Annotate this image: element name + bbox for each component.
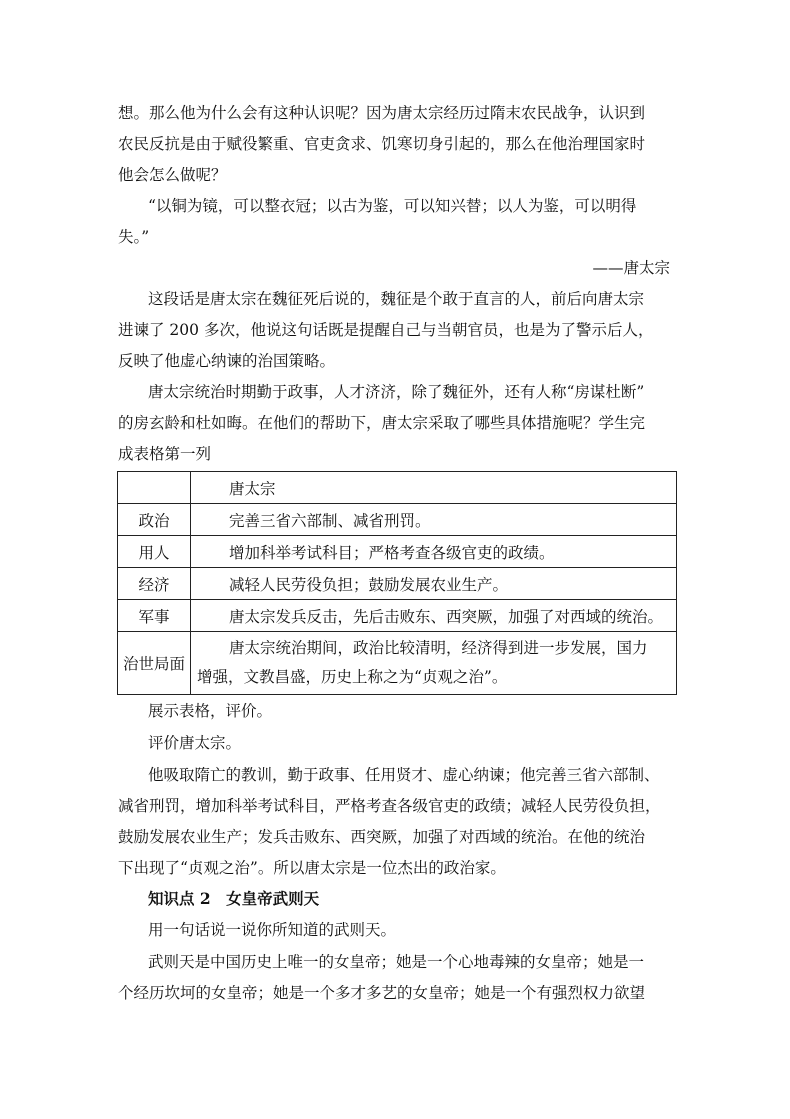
paragraph-line: 成表格第一列: [118, 445, 212, 463]
row-value-line: 唐太宗统治期间，政治比较清明，经济得到进一步发展，国力: [229, 639, 648, 657]
paragraph-line: 展示表格，评价。: [148, 702, 273, 720]
paragraph-line: 他吸取隋亡的教训，勤于政事、任用贤才、虚心纳谏；他完善三省六部制、: [148, 766, 660, 784]
paragraph-line: 唐太宗统治时期勤于政事，人才济济，除了魏征外，还有人称“房谋杜断”: [148, 383, 645, 401]
section-heading: 知识点 2 女皇帝武则天: [148, 889, 320, 908]
table-header-cell: 唐太宗: [191, 472, 677, 504]
row-value: 完善三省六部制、减省刑罚。: [191, 504, 677, 536]
table-row: [118, 632, 677, 695]
row-value-line: 增强，文教昌盛，历史上称之为“贞观之治”。: [197, 668, 508, 686]
paragraph-line: 这段话是唐太宗在魏征死后说的，魏征是个敢于直言的人，前后向唐太宗: [148, 290, 645, 308]
row-value: 唐太宗发兵反击，先后击败东、西突厥，加强了对西域的统治。: [191, 600, 677, 632]
measures-table: [117, 471, 677, 695]
row-label: 用人: [118, 536, 191, 568]
paragraph-line: 个经历坎坷的女皇帝；她是一个多才多艺的女皇帝；她是一个有强烈权力欲望: [118, 984, 646, 1002]
quote-line: 失。”: [118, 228, 150, 246]
paragraph-line: 的房玄龄和杜如晦。在他们的帮助下，唐太宗采取了哪些具体措施呢？学生完: [118, 414, 646, 432]
table-header-row: [118, 472, 677, 504]
paragraph-line: 评价唐太宗。: [148, 734, 242, 752]
table-row: [118, 568, 677, 600]
paragraph-line: 反映了他虚心纳谏的治国策略。: [118, 352, 336, 370]
paragraph-line: 用一句话说一说你所知道的武则天。: [148, 921, 397, 939]
paragraph-line: 农民反抗是由于赋役繁重、官吏贪求、饥寒切身引起的，那么在他治理国家时: [118, 135, 646, 153]
paragraph-line: 减省刑罚，增加科举考试科目，严格考查各级官吏的政绩；减轻人民劳役负担，: [118, 797, 661, 815]
table-row: [118, 600, 677, 632]
table-row: [118, 504, 677, 536]
quote-author: ——唐太宗: [592, 259, 670, 277]
row-label: 治世局面: [118, 632, 191, 695]
row-value: [191, 632, 677, 695]
row-value: 减轻人民劳役负担；鼓励发展农业生产。: [191, 568, 677, 600]
paragraph-line: 武则天是中国历史上唯一的女皇帝；她是一个心地毒辣的女皇帝；她是一: [148, 953, 645, 971]
row-label: 政治: [118, 504, 191, 536]
paragraph-line: 他会怎么做呢？: [118, 166, 227, 184]
paragraph-line: 进谏了 200 多次，他说这句话既是提醒自己与当朝官员，也是为了警示后人，: [118, 321, 654, 339]
row-value: 增加科举考试科目；严格考查各级官吏的政绩。: [191, 536, 677, 568]
row-label: 经济: [118, 568, 191, 600]
paragraph-line: 鼓励发展农业生产；发兵击败东、西突厥，加强了对西域的统治。在他的统治: [118, 828, 646, 846]
table-header-cell: [118, 472, 191, 504]
paragraph-line: 下出现了“贞观之治”。所以唐太宗是一位杰出的政治家。: [118, 859, 506, 877]
row-label: 军事: [118, 600, 191, 632]
paragraph-line: 想。那么他为什么会有这种认识呢？因为唐太宗经历过隋末农民战争，认识到: [118, 104, 646, 122]
table-row: [118, 536, 677, 568]
quote-line: “以铜为镜，可以整衣冠；以古为鉴，可以知兴替；以人为鉴，可以明得: [148, 197, 637, 215]
